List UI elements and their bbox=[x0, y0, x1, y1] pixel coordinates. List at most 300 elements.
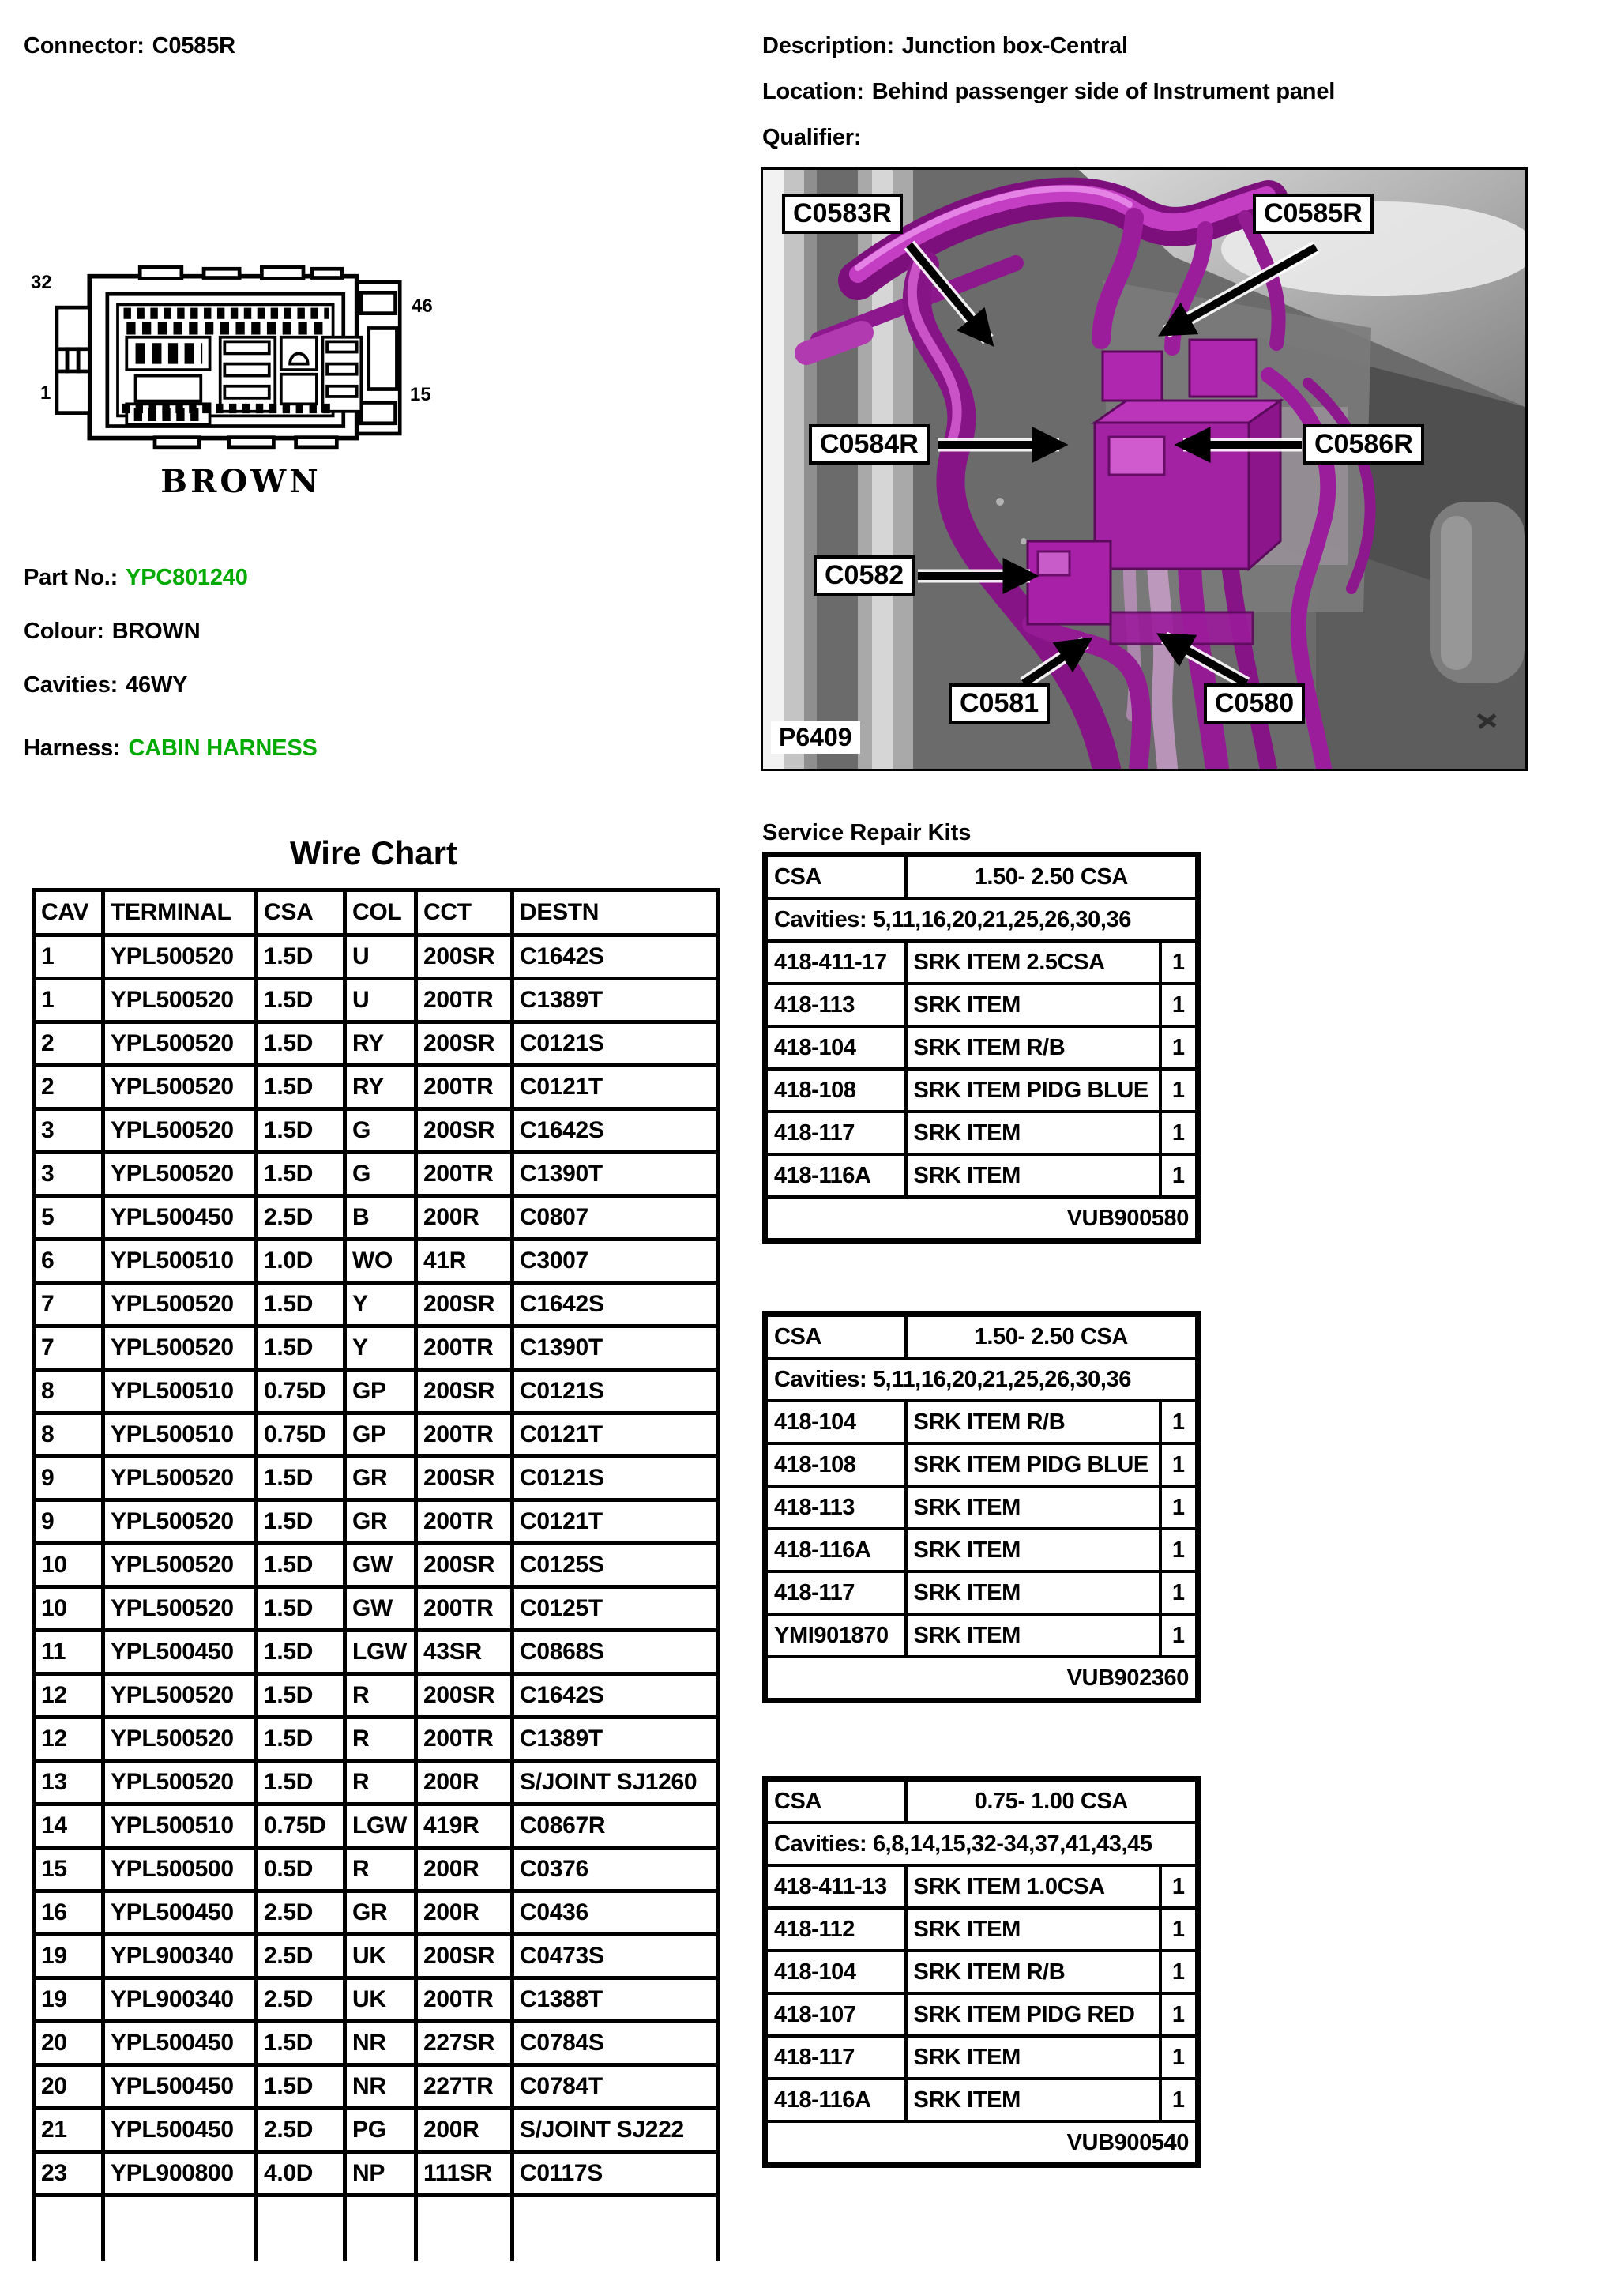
srk-item-desc: SRK ITEM PIDG BLUE bbox=[906, 1443, 1160, 1486]
wire-chart-cell: YPL500450 bbox=[103, 1631, 257, 1674]
wire-chart-cell: 10 bbox=[34, 1544, 103, 1587]
wire-chart-cell: 19 bbox=[34, 1978, 103, 2022]
wire-chart-cell: 5 bbox=[34, 1196, 103, 1240]
harness-line bbox=[24, 736, 318, 762]
srk-item-row bbox=[765, 1443, 1198, 1486]
wire-chart-cell: NR bbox=[345, 2065, 416, 2109]
wire-chart-cell: 200TR bbox=[416, 1500, 513, 1544]
wire-chart-cell: C1642S bbox=[513, 935, 718, 979]
wire-chart-cell: YPL500500 bbox=[103, 1848, 257, 1891]
srk-csa-range: 1.50- 2.50 CSA bbox=[906, 855, 1198, 899]
srk-item-part: 418-116A bbox=[765, 1529, 906, 1571]
wire-chart-cell: YPL500450 bbox=[103, 2065, 257, 2109]
srk-item-part: 418-112 bbox=[765, 1908, 906, 1951]
srk-kit-number: VUB902360 bbox=[765, 1657, 1198, 1701]
srk-item-part: 418-116A bbox=[765, 2079, 906, 2121]
srk-item-row bbox=[765, 2079, 1198, 2121]
wire-chart-cell: YPL500510 bbox=[103, 1370, 257, 1413]
wire-chart-cell: C0121T bbox=[513, 1066, 718, 1109]
srk-body bbox=[765, 1315, 1198, 1701]
wire-chart-cell: YPL500520 bbox=[103, 935, 257, 979]
wire-chart-cell: YPL500520 bbox=[103, 979, 257, 1022]
wire-chart-cell: Y bbox=[345, 1327, 416, 1370]
wire-chart-row bbox=[34, 2152, 718, 2196]
srk-item-qty: 1 bbox=[1160, 941, 1198, 984]
wire-chart-cell: B bbox=[345, 1196, 416, 1240]
description-value: Junction box-Central bbox=[901, 33, 1128, 58]
wire-chart-row bbox=[34, 1935, 718, 1978]
srk-item-desc: SRK ITEM bbox=[906, 1529, 1160, 1571]
wire-chart-cell: 12 bbox=[34, 1674, 103, 1718]
wire-chart-cell: 200R bbox=[416, 1761, 513, 1804]
wire-chart-cell: C0125T bbox=[513, 1587, 718, 1631]
srk-item-row bbox=[765, 1951, 1198, 1993]
wire-chart-cell: YPL500450 bbox=[103, 2022, 257, 2065]
srk-item-desc: SRK ITEM PIDG BLUE bbox=[906, 1069, 1160, 1112]
wire-chart-cell: YPL500520 bbox=[103, 1500, 257, 1544]
wire-chart-cell: 21 bbox=[34, 2109, 103, 2152]
wire-chart-cell: 1.0D bbox=[257, 1240, 345, 1283]
wire-chart-cell: 1.5D bbox=[257, 1327, 345, 1370]
wire-chart-cell: YPL500520 bbox=[103, 1674, 257, 1718]
srk-table-wrap-3 bbox=[762, 1776, 1205, 2168]
srk-item-qty: 1 bbox=[1160, 1993, 1198, 2036]
srk-kit-number: VUB900540 bbox=[765, 2121, 1198, 2166]
srk-item-desc: SRK ITEM bbox=[906, 1112, 1160, 1154]
wire-chart-cell: Y bbox=[345, 1283, 416, 1327]
wire-chart-row bbox=[34, 1804, 718, 1848]
wire-chart-cell: C0784T bbox=[513, 2065, 718, 2109]
srk-cavities: Cavities: 6,8,14,15,32-34,37,41,43,45 bbox=[765, 1823, 1198, 1865]
callout-c0584r: C0584R bbox=[809, 424, 930, 465]
wire-chart-cell: YPL500520 bbox=[103, 1153, 257, 1196]
wire-chart-cell: 1.5D bbox=[257, 979, 345, 1022]
pin-number-bottom-right: 15 bbox=[410, 384, 431, 405]
srk-item-qty: 1 bbox=[1160, 1951, 1198, 1993]
srk-item-qty: 1 bbox=[1160, 1614, 1198, 1657]
srk-item-part: 418-117 bbox=[765, 2036, 906, 2079]
wire-chart-cell: 1.5D bbox=[257, 2065, 345, 2109]
srk-item-row bbox=[765, 941, 1198, 984]
wire-chart-cell: NR bbox=[345, 2022, 416, 2065]
wire-chart-cell: WO bbox=[345, 1240, 416, 1283]
wire-chart-cell: U bbox=[345, 979, 416, 1022]
wire-chart-cell: 200R bbox=[416, 1891, 513, 1935]
wire-chart-row bbox=[34, 1457, 718, 1500]
wire-chart-cell: YPL900340 bbox=[103, 1978, 257, 2022]
srk-item-row bbox=[765, 1069, 1198, 1112]
wire-chart-cell: 1.5D bbox=[257, 1500, 345, 1544]
srk-item-qty: 1 bbox=[1160, 1401, 1198, 1443]
srk-cavities: Cavities: 5,11,16,20,21,25,26,30,36 bbox=[765, 1358, 1198, 1401]
connector-diagram-drawing bbox=[43, 264, 415, 453]
wire-chart-cell: 1.5D bbox=[257, 1109, 345, 1153]
wire-chart-cell: 41R bbox=[416, 1240, 513, 1283]
srk-item-row bbox=[765, 1401, 1198, 1443]
wire-chart-cell: C1642S bbox=[513, 1283, 718, 1327]
wire-chart-row bbox=[34, 1240, 718, 1283]
srk-item-qty: 1 bbox=[1160, 1571, 1198, 1614]
wire-chart-cell: GP bbox=[345, 1370, 416, 1413]
wire-chart-cell: C0868S bbox=[513, 1631, 718, 1674]
srk-header-row bbox=[765, 1315, 1198, 1359]
wire-chart-cell: 8 bbox=[34, 1413, 103, 1457]
srk-item-desc: SRK ITEM 2.5CSA bbox=[906, 941, 1160, 984]
srk-item-qty: 1 bbox=[1160, 1026, 1198, 1069]
wire-chart-cell: 200SR bbox=[416, 1109, 513, 1153]
wire-chart-cell: 1 bbox=[34, 935, 103, 979]
cavities-line bbox=[24, 672, 187, 698]
wire-chart-cell: YPL500510 bbox=[103, 1240, 257, 1283]
wire-chart-row bbox=[34, 1066, 718, 1109]
location-value: Behind passenger side of Instrument panel bbox=[871, 79, 1336, 104]
wire-chart-cell: GR bbox=[345, 1457, 416, 1500]
cavities-label: Cavities: bbox=[24, 672, 118, 698]
pin-number-top-right: 46 bbox=[412, 295, 433, 317]
wire-chart-cell: 200SR bbox=[416, 1935, 513, 1978]
wire-chart-row bbox=[34, 1718, 718, 1761]
srk-item-qty: 1 bbox=[1160, 1069, 1198, 1112]
cavities-value: 46WY bbox=[126, 672, 188, 698]
wire-chart-cell bbox=[345, 2196, 416, 2262]
wire-chart-cell: C1642S bbox=[513, 1674, 718, 1718]
wire-chart-row bbox=[34, 1327, 718, 1370]
wire-chart-row bbox=[34, 1587, 718, 1631]
wire-chart-cell: 9 bbox=[34, 1457, 103, 1500]
callout-c0582: C0582 bbox=[814, 555, 915, 596]
wire-chart-cell: 2.5D bbox=[257, 2109, 345, 2152]
wire-chart-partial-row bbox=[34, 2196, 718, 2262]
wire-chart-row bbox=[34, 2065, 718, 2109]
srk-item-qty: 1 bbox=[1160, 1486, 1198, 1529]
srk-csa-range: 0.75- 1.00 CSA bbox=[906, 1779, 1198, 1823]
col-header-terminal: TERMINAL bbox=[103, 890, 257, 935]
wire-chart-row bbox=[34, 1978, 718, 2022]
wire-chart-cell: C0121T bbox=[513, 1413, 718, 1457]
wire-chart-row bbox=[34, 2109, 718, 2152]
srk-item-row bbox=[765, 1154, 1198, 1197]
wire-chart-cell: YPL500520 bbox=[103, 1544, 257, 1587]
wire-chart-cell: 1.5D bbox=[257, 1587, 345, 1631]
wire-chart-row bbox=[34, 979, 718, 1022]
wire-chart-cell: 23 bbox=[34, 2152, 103, 2196]
wire-chart-cell: 12 bbox=[34, 1718, 103, 1761]
wire-chart-cell: 1.5D bbox=[257, 1153, 345, 1196]
wire-chart-row bbox=[34, 1848, 718, 1891]
wire-chart-cell: 200TR bbox=[416, 1587, 513, 1631]
srk-item-part: 418-108 bbox=[765, 1443, 906, 1486]
wire-chart-cell: 43SR bbox=[416, 1631, 513, 1674]
wire-chart-cell: GW bbox=[345, 1544, 416, 1587]
srk-item-part: YMI901870 bbox=[765, 1614, 906, 1657]
srk-kit-number-row bbox=[765, 1657, 1198, 1701]
wire-chart-cell: 1.5D bbox=[257, 935, 345, 979]
srk-item-row bbox=[765, 1529, 1198, 1571]
wire-chart-header-row bbox=[34, 890, 718, 935]
wire-chart-cell: YPL500520 bbox=[103, 1066, 257, 1109]
wire-chart-cell: 200SR bbox=[416, 1370, 513, 1413]
srk-item-row bbox=[765, 1993, 1198, 2036]
connector-face-diagram bbox=[20, 259, 462, 521]
srk-cavities: Cavities: 5,11,16,20,21,25,26,30,36 bbox=[765, 898, 1198, 941]
wire-chart-cell: YPL500450 bbox=[103, 2109, 257, 2152]
wire-chart-cell: 200R bbox=[416, 1196, 513, 1240]
wire-chart-cell: YPL500520 bbox=[103, 1109, 257, 1153]
location-line bbox=[762, 79, 1335, 105]
harness-value: CABIN HARNESS bbox=[128, 736, 318, 761]
srk-item-part: 418-104 bbox=[765, 1401, 906, 1443]
wire-chart-cell: 200TR bbox=[416, 1327, 513, 1370]
wire-chart-row bbox=[34, 1196, 718, 1240]
wire-chart-cell: 1.5D bbox=[257, 1544, 345, 1587]
srk-item-part: 418-411-17 bbox=[765, 941, 906, 984]
qualifier-label: Qualifier: bbox=[762, 125, 862, 150]
srk-kit-number-row bbox=[765, 1197, 1198, 1241]
col-header-destn: DESTN bbox=[513, 890, 718, 935]
wire-chart-row bbox=[34, 935, 718, 979]
wire-chart-cell: 7 bbox=[34, 1327, 103, 1370]
wire-chart-cell: C0125S bbox=[513, 1544, 718, 1587]
wire-chart-cell: GP bbox=[345, 1413, 416, 1457]
wire-chart-cell: 2 bbox=[34, 1066, 103, 1109]
srk-csa-label: CSA bbox=[765, 855, 906, 899]
wire-chart-cell: C0121S bbox=[513, 1370, 718, 1413]
wire-chart-cell: C1390T bbox=[513, 1153, 718, 1196]
pin-number-top-left: 32 bbox=[31, 272, 52, 293]
wire-chart-cell: 19 bbox=[34, 1935, 103, 1978]
srk-item-desc: SRK ITEM PIDG RED bbox=[906, 1993, 1160, 2036]
srk-item-desc: SRK ITEM bbox=[906, 1571, 1160, 1614]
callout-c0583r: C0583R bbox=[782, 194, 903, 234]
srk-item-desc: SRK ITEM bbox=[906, 1908, 1160, 1951]
figure-id: P6409 bbox=[771, 721, 860, 754]
wire-chart-row bbox=[34, 1761, 718, 1804]
part-no-label: Part No.: bbox=[24, 565, 118, 590]
location-photo bbox=[761, 167, 1528, 771]
connector-colour-caption: BROWN bbox=[160, 463, 321, 500]
wire-chart-cell: 2.5D bbox=[257, 1891, 345, 1935]
wire-chart-cell: 1.5D bbox=[257, 1022, 345, 1066]
wire-chart-cell: 200SR bbox=[416, 1283, 513, 1327]
srk-item-qty: 1 bbox=[1160, 1529, 1198, 1571]
wire-chart-cell: 1.5D bbox=[257, 1718, 345, 1761]
srk-csa-label: CSA bbox=[765, 1315, 906, 1359]
srk-item-desc: SRK ITEM bbox=[906, 1486, 1160, 1529]
wire-chart-cell: 200R bbox=[416, 1848, 513, 1891]
wire-chart-cell: 15 bbox=[34, 1848, 103, 1891]
wire-chart-cell: 200TR bbox=[416, 1066, 513, 1109]
wire-chart-cell: 200TR bbox=[416, 979, 513, 1022]
wire-chart-cell: 200TR bbox=[416, 1978, 513, 2022]
wire-chart-cell: C0436 bbox=[513, 1891, 718, 1935]
wire-chart-cell: 0.75D bbox=[257, 1804, 345, 1848]
wire-chart-cell: NP bbox=[345, 2152, 416, 2196]
wire-chart-cell: 8 bbox=[34, 1370, 103, 1413]
wire-chart-row bbox=[34, 1544, 718, 1587]
wire-chart-row bbox=[34, 1370, 718, 1413]
wire-chart-cell: UK bbox=[345, 1935, 416, 1978]
wire-chart-cell: C0784S bbox=[513, 2022, 718, 2065]
wire-chart-cell: C0121S bbox=[513, 1022, 718, 1066]
wire-chart-cell: YPL500450 bbox=[103, 1891, 257, 1935]
wire-chart-cell: 0.5D bbox=[257, 1848, 345, 1891]
srk-item-desc: SRK ITEM bbox=[906, 2079, 1160, 2121]
srk-csa-range: 1.50- 2.50 CSA bbox=[906, 1315, 1198, 1359]
wire-chart-cell: 200TR bbox=[416, 1413, 513, 1457]
srk-item-desc: SRK ITEM bbox=[906, 984, 1160, 1026]
wire-chart-cell: 1.5D bbox=[257, 1761, 345, 1804]
srk-item-part: 418-104 bbox=[765, 1026, 906, 1069]
srk-item-part: 418-107 bbox=[765, 1993, 906, 2036]
wire-chart-row bbox=[34, 1153, 718, 1196]
wire-chart-cell: G bbox=[345, 1153, 416, 1196]
description-label: Description: bbox=[762, 33, 894, 58]
srk-item-part: 418-113 bbox=[765, 1486, 906, 1529]
srk-item-row bbox=[765, 1486, 1198, 1529]
wire-chart-cell: YPL500510 bbox=[103, 1804, 257, 1848]
wire-chart-row bbox=[34, 1109, 718, 1153]
srk-item-desc: SRK ITEM bbox=[906, 2036, 1160, 2079]
wire-chart-cell: 200SR bbox=[416, 1457, 513, 1500]
connector-label: Connector: bbox=[24, 33, 145, 58]
wire-chart-row bbox=[34, 1500, 718, 1544]
wire-chart-cell: R bbox=[345, 1761, 416, 1804]
srk-table bbox=[762, 1776, 1201, 2168]
wire-chart-body bbox=[34, 935, 718, 2262]
col-header-col: COL bbox=[345, 890, 416, 935]
srk-item-part: 418-113 bbox=[765, 984, 906, 1026]
wire-chart-title: Wire Chart bbox=[290, 834, 457, 871]
wire-chart-cell: 13 bbox=[34, 1761, 103, 1804]
callout-c0585r: C0585R bbox=[1253, 194, 1374, 234]
wire-chart-cell: 1.5D bbox=[257, 1457, 345, 1500]
wire-chart-cell: R bbox=[345, 1674, 416, 1718]
srk-item-qty: 1 bbox=[1160, 1112, 1198, 1154]
wire-chart-cell: 11 bbox=[34, 1631, 103, 1674]
srk-item-part: 418-108 bbox=[765, 1069, 906, 1112]
wire-chart-row bbox=[34, 1413, 718, 1457]
srk-table bbox=[762, 1311, 1201, 1703]
wire-chart-cell: YPL500520 bbox=[103, 1327, 257, 1370]
srk-item-qty: 1 bbox=[1160, 984, 1198, 1026]
srk-table-wrap-1 bbox=[762, 852, 1205, 1244]
wire-chart-cell: 1.5D bbox=[257, 1283, 345, 1327]
wire-chart-cell: 2.5D bbox=[257, 1978, 345, 2022]
wire-chart-cell bbox=[513, 2196, 718, 2262]
qualifier-line bbox=[762, 125, 869, 151]
wire-chart-row bbox=[34, 1631, 718, 1674]
wire-chart-cell: PG bbox=[345, 2109, 416, 2152]
srk-item-row bbox=[765, 1908, 1198, 1951]
srk-item-row bbox=[765, 1571, 1198, 1614]
wire-chart-cell: RY bbox=[345, 1066, 416, 1109]
wire-chart-cell: LGW bbox=[345, 1804, 416, 1848]
wire-chart-cell: 200TR bbox=[416, 1718, 513, 1761]
description-line bbox=[762, 33, 1128, 59]
wire-chart-cell: C1390T bbox=[513, 1327, 718, 1370]
wire-chart-cell: 2.5D bbox=[257, 1196, 345, 1240]
wire-chart-cell: GW bbox=[345, 1587, 416, 1631]
wire-chart-cell: C0121S bbox=[513, 1457, 718, 1500]
wire-chart-cell: 200SR bbox=[416, 935, 513, 979]
wire-chart-cell: 1 bbox=[34, 979, 103, 1022]
wire-chart-cell: YPL500520 bbox=[103, 1761, 257, 1804]
srk-item-part: 418-117 bbox=[765, 1112, 906, 1154]
connector-value: C0585R bbox=[152, 33, 235, 58]
srk-item-part: 418-411-13 bbox=[765, 1865, 906, 1908]
service-repair-kits-title: Service Repair Kits bbox=[762, 820, 972, 845]
col-header-cav: CAV bbox=[34, 890, 103, 935]
wire-chart-cell: G bbox=[345, 1109, 416, 1153]
location-label: Location: bbox=[762, 79, 864, 104]
wire-chart-row bbox=[34, 1022, 718, 1066]
srk-item-qty: 1 bbox=[1160, 1865, 1198, 1908]
srk-cavities-row bbox=[765, 1823, 1198, 1865]
wire-chart-cell: 200SR bbox=[416, 1674, 513, 1718]
srk-kit-number: VUB900580 bbox=[765, 1197, 1198, 1241]
wire-chart-cell: YPL500520 bbox=[103, 1283, 257, 1327]
wire-chart-cell: GR bbox=[345, 1891, 416, 1935]
wire-chart-cell: YPL500520 bbox=[103, 1022, 257, 1066]
wire-chart-cell bbox=[416, 2196, 513, 2262]
wire-chart-row bbox=[34, 2022, 718, 2065]
wire-chart-cell: 20 bbox=[34, 2065, 103, 2109]
harness-label: Harness: bbox=[24, 736, 121, 761]
wire-chart-cell: 9 bbox=[34, 1500, 103, 1544]
col-header-cct: CCT bbox=[416, 890, 513, 935]
wire-chart-cell: YPL900800 bbox=[103, 2152, 257, 2196]
srk-item-desc: SRK ITEM R/B bbox=[906, 1951, 1160, 1993]
srk-cavities-row bbox=[765, 1358, 1198, 1401]
wire-chart-cell: C1389T bbox=[513, 1718, 718, 1761]
wire-chart-cell: C0473S bbox=[513, 1935, 718, 1978]
wire-chart-cell: S/JOINT SJ1260 bbox=[513, 1761, 718, 1804]
wire-chart-row bbox=[34, 1674, 718, 1718]
wire-chart-cell: 200SR bbox=[416, 1544, 513, 1587]
wire-chart-cell: 419R bbox=[416, 1804, 513, 1848]
colour-value: BROWN bbox=[111, 619, 201, 644]
wire-chart-cell bbox=[257, 2196, 345, 2262]
wire-chart-cell: 227SR bbox=[416, 2022, 513, 2065]
srk-item-qty: 1 bbox=[1160, 2079, 1198, 2121]
srk-item-desc: SRK ITEM R/B bbox=[906, 1026, 1160, 1069]
srk-header-row bbox=[765, 1779, 1198, 1823]
wire-chart-cell: R bbox=[345, 1848, 416, 1891]
pin-number-bottom-left: 1 bbox=[40, 382, 51, 404]
part-no-value: YPC801240 bbox=[126, 565, 248, 590]
wire-chart-cell: 7 bbox=[34, 1283, 103, 1327]
wire-chart-cell: 200TR bbox=[416, 1153, 513, 1196]
part-no-line bbox=[24, 565, 248, 591]
wire-chart-cell: 227TR bbox=[416, 2065, 513, 2109]
wire-chart bbox=[32, 888, 750, 2261]
wire-chart-cell: 14 bbox=[34, 1804, 103, 1848]
wire-chart-cell bbox=[103, 2196, 257, 2262]
wire-chart-cell: 4.0D bbox=[257, 2152, 345, 2196]
wire-chart-cell: 2 bbox=[34, 1022, 103, 1066]
wire-chart-cell: C0867R bbox=[513, 1804, 718, 1848]
srk-item-desc: SRK ITEM R/B bbox=[906, 1401, 1160, 1443]
srk-body bbox=[765, 1779, 1198, 2166]
wire-chart-cell: 111SR bbox=[416, 2152, 513, 2196]
srk-item-row bbox=[765, 1614, 1198, 1657]
connector-title bbox=[24, 33, 235, 59]
colour-line bbox=[24, 619, 200, 645]
callout-c0581: C0581 bbox=[949, 683, 1050, 724]
srk-item-row bbox=[765, 1112, 1198, 1154]
wire-chart-cell: UK bbox=[345, 1978, 416, 2022]
srk-item-qty: 1 bbox=[1160, 1443, 1198, 1486]
